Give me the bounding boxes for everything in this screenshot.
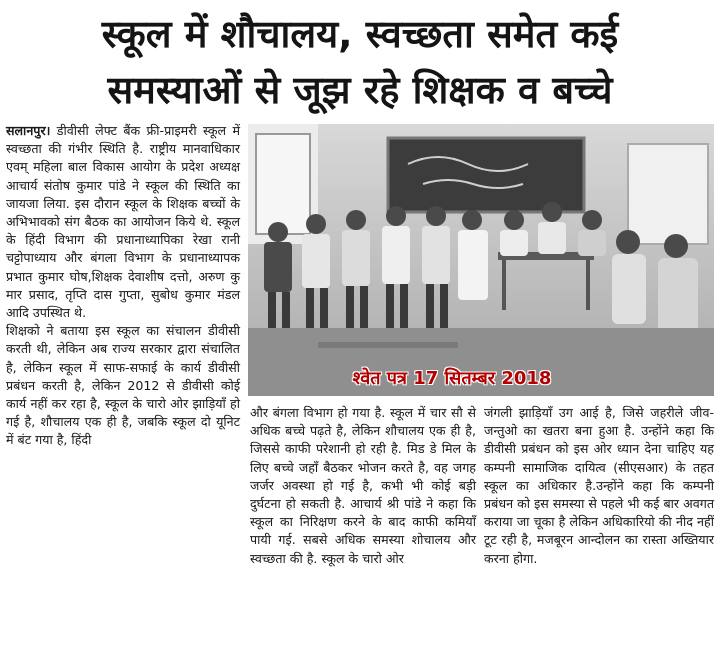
caption-source: श्वेत पत्र: [352, 368, 407, 389]
article-text-1: डीवीसी लेफ्ट बैंक फ्री-प्राइमरी स्कूल में स्वच्छता की गंभीर स्थिति है. राष्ट्रीय मानवाधिकार एवम् महिला बाल विकास आयोग के प्रदेश अध्यक्ष आचार्य संतोष कुमार पांडे ने स्कूल की स्थिति का जायजा लिया. इस दौरान स्कूल के शिक्षक बच्चों के अभिभावको संग बैठक का आयोजन किये थे. स्कूल के हिंदी विभाग की प्रधानाध्यापिका रेखा रानी चट्टोपाध्याय और बंगला विभाग के प्रधानाध्यापक प्रभात कुमार घोष,शिक्षक देवाशीष दत्तो, अरुण कु मार प्रसाद, तृप्ति दास गुप्ता, सुबोध कुमार मंडल आदि उपस्थित थे.: [6, 123, 240, 321]
article-paragraph-3: और बंगला विभाग हो गया है. स्कूल में चार सौ से अधिक बच्चे पढ़ते है, लेकिन शौचालय एक ही है, जिससे काफी परेशानी हो रही है. मिड डे मिल के लिए बच्चे जहाँ बैठकर भोजन करते है, वह जगह जर्जर अवस्था हो गई है, कभी भी कोई बड़ी दुर्घटना हो सकती है. आचार्य श्री पांडे ने कहा कि स्कूल का निरिक्षण करने के बाद काफी कमियाँ पायी गई. सबसे अधिक समस्या शोचालय और स्वच्छता की है. स्कूल के चारो ओर: [250, 405, 476, 566]
headline-line-2: समस्याओं से जूझ रहे शिक्षक व बच्चे: [107, 68, 613, 112]
article-column-1: [6, 122, 240, 450]
article-column-3: [484, 404, 714, 568]
news-photo: [248, 124, 714, 396]
article-paragraph-4: जंगली झाड़ियाँ उग आई है, जिसे जहरीले जीव-जन्तुओ का खतरा बना हुआ है. उन्होंने कहा कि डीवीसी प्रबंधन को इस ओर ध्यान देना चाहिए यह कम्पनी सामाजिक दायित्व (सीएसआर) के तहत स्कूल का अधिकार है.उन्होंने कहा कि कम्पनी प्रबंधन को इस समस्या से पहले भी कई बार अवगत कराया जा चूका है लेकिन अधिकारियो की नीद नहीं टूट रही है, मजबूरन आन्दोलन का रास्ता अख्तियार करना होगा.: [484, 405, 714, 566]
article-paragraph-2: शिक्षको ने बताया इस स्कूल का संचालन डीवीसी करती थी, लेकिन अब राज्य सरकार द्वारा संचालित है, लेकिन स्कूल में साफ-सफाई के कार्य डीवीसी प्रबंधन करती है, लेकिन 2012 से डीवीसी कोई कार्य नहीं कर रहा है, स्कूल के चारो ओर झाड़ियाँ हो गई है, शौचालय एक ही है, जबकि स्कूल दो यूनिट में बंट गया है, हिंदी: [6, 323, 240, 448]
dateline: सलानपुर।: [6, 123, 51, 138]
article-column-2: [250, 404, 476, 568]
article-paragraph-1: [6, 122, 240, 322]
headline: [0, 0, 720, 124]
headline-line-1: स्कूल में शौचालय, स्वच्छता समेत कई: [101, 12, 619, 56]
caption-date: 17 सितम्बर 2018: [413, 368, 552, 389]
photo-caption: [306, 366, 598, 392]
classroom-meeting-image: [248, 124, 714, 396]
